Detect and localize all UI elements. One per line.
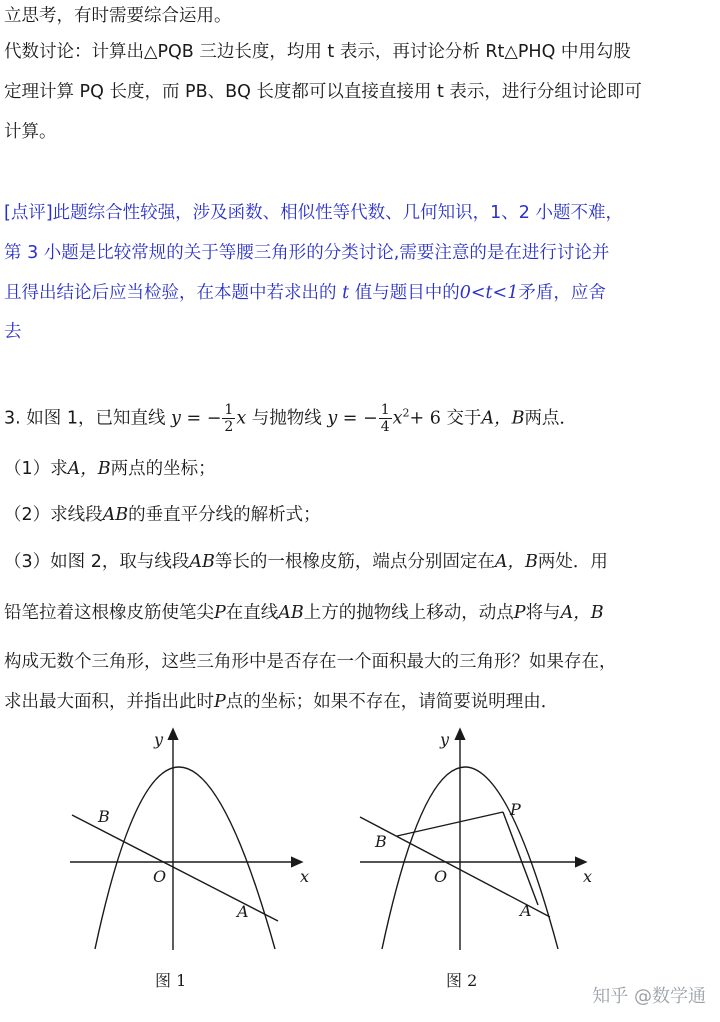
comment-var-t: t [342,283,350,303]
figure-2-caption: 图 2 [446,971,478,990]
part3-text-c: 等长的一根橡皮筋，端点分别固定在 [214,552,495,572]
text-line-4: 计算。 [4,122,57,142]
parabola-equation-lhs: y = − [327,408,378,429]
text-line-2: 代数讨论：计算出△PQB 三边长度，均用 t 表示，再讨论分析 Rt△PHQ 中用勾股 [4,42,631,62]
label-a: A [237,902,249,921]
text-line-3: 定理计算 PQ 长度，而 PB、BQ 长度都可以直接直接用 t 表示，进行分组讨论即可 [4,82,642,102]
line4-point-p2: P [513,603,526,623]
q3-text-c: 交于 [446,408,482,429]
segment-pa [503,812,538,905]
line4-text-g: 将与 [525,603,561,623]
parabola-equation-fraction: $\frac{1}{4}$ [380,402,390,435]
line-equation-rhs: x [236,408,247,429]
label-b: B [98,807,110,826]
text-line-1: 立思考，有时需要综合运用。 [4,6,232,26]
label-o: O [153,867,167,886]
label-o: O [434,867,448,886]
part3-text-a: （3）如图 2，取与线段 [4,552,190,572]
comment-inequality: 0<t<1 [459,283,519,303]
line6-point-p: P [214,692,226,712]
figure-1-caption: 图 1 [155,971,187,990]
part2-segment: AB [102,505,129,525]
parabola-equation-rhs: + 6 [409,408,441,429]
line4-text-e: 上方的抛物线上移动，动点 [303,603,514,623]
line4-text-a: 铅笔拉着这根橡皮筋使笔尖 [4,603,214,623]
part1-text-c: 两点的坐标； [110,459,216,479]
comment-line-2: 第 3 小题是比较常规的关于等腰三角形的分类讨论,需要注意的是在进行讨论并 [4,243,610,263]
label-a: A [520,901,532,920]
line4-text-c: 在直线 [225,603,279,623]
label-y: y [154,730,164,749]
figure-1-diagram [60,725,320,955]
line-equation-fraction: $\frac{1}{2}$ [224,402,234,435]
parabola-equation-x: x [392,408,403,429]
part2-text-c: 的垂直平分线的解析式； [128,505,321,525]
watermark: 知乎 @数学通 [592,986,706,1007]
part3-points: A，B [494,552,538,572]
question-3-header [4,402,577,435]
q3-text-e: 两点． [524,408,577,429]
part1-points: A，B [67,459,111,479]
label-x: x [583,867,593,886]
q3-text-a: 3. 如图 1，已知直线 [4,408,166,429]
q3-text-b: 与抛物线 [251,408,322,429]
parabola-curve [382,767,558,949]
comment-line-3 [4,283,606,303]
question-3-line-5: 构成无数个三角形，这些三角形中是否存在一个面积最大的三角形？如果存在， [4,652,617,672]
part2-text-a: （2）求线段 [4,505,103,525]
question-3-line-6 [4,692,558,712]
parabola-equation-exponent: 2 [402,406,410,420]
label-b: B [375,832,387,851]
part3-segment: AB [189,552,215,572]
comment-line-4: 去 [4,322,22,342]
line4-segment: AB [278,603,304,623]
comment-text-b: 值与题目中的 [354,283,460,303]
line6-text-a: 求出最大面积，并指出此时 [4,692,214,712]
figure-2-diagram [350,725,610,955]
line4-points: A，B [560,603,604,623]
comment-text-c: 矛盾，应舍 [518,283,606,303]
comment-line-1: [点评]此题综合性较强，涉及函数、相似性等代数、几何知识，1、2 小题不难， [4,203,623,223]
label-p: P [510,800,521,819]
line6-text-c: 点的坐标；如果不存在，请简要说明理由． [225,692,559,712]
parabola-curve [95,767,275,949]
comment-text-a: 且得出结论后应当检验，在本题中若求出的 [4,283,337,303]
question-3-part-3 [4,552,608,572]
line4-point-p: P [214,603,226,623]
line-equation-lhs: y = − [171,408,222,429]
question-3-part-1 [4,459,216,479]
question-3-part-2 [4,505,321,525]
label-y: y [440,730,450,749]
label-x: x [300,867,310,886]
segment-bp [397,812,503,836]
part1-text-a: （1）求 [4,459,68,479]
question-3-line-4 [4,603,604,623]
q3-points-ab: A，B [481,408,525,429]
part3-text-e: 两处．用 [537,552,608,572]
